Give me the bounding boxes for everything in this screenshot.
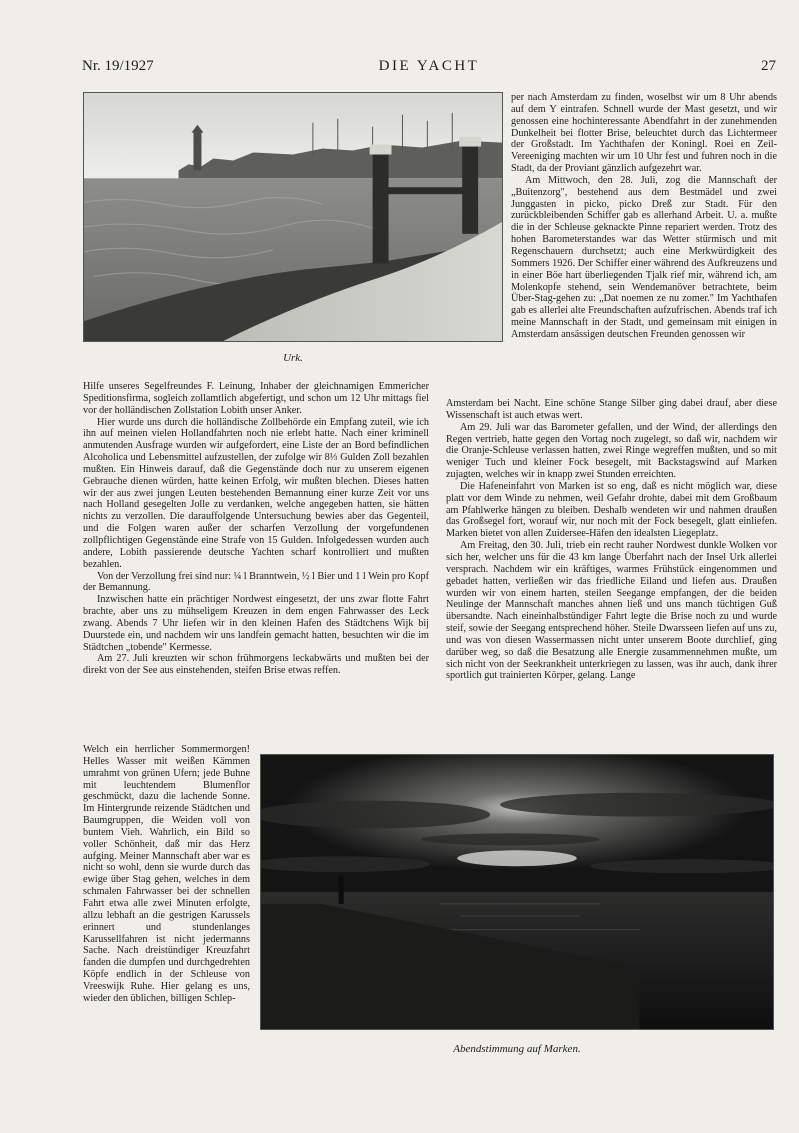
running-header — [82, 58, 776, 78]
paragraph: Am Mittwoch, den 28. Juli, zog die Mannschaft der „Buitenzorg", bestehend aus dem Bestmädel und zwei Junggasten in picko, picko Dreß zur Stadt. Für den zurückbleibenden Schiffer gab es allerhand Arbeit. U. a. mußte die in der Schleuse geknackte Pinne repariert werden. Trotz des hohen Barometerstandes war das Wetter stürmisch und mit Regenschauern durchsetzt; auch eine Merkwürdigkeit des Sommers 1926. Der Schiffer einer während des Aufkreuzens und in einer Böe hart überliegenden Tjalk rief mir, während ich, am Molenkopfe stehend, sein Wendemanöver betrachtete, beim Über-Stag-gehen zu: „Dat noemen ze nu zomer." Im Yachthafen gab es allerlei alte Freundschaften aufzufrischen. Abends traf ich meine Mannschaft in der Stadt, und gemeinsam mit einigen in Amsterdam ansässigen deutschen Freunden genossen wir — [511, 174, 777, 340]
issue-number: Nr. 19/1927 — [82, 58, 154, 74]
caption-urk: Urk. — [283, 352, 303, 364]
paragraph: Inzwischen hatte ein prächtiger Nordwest eingesetzt, der uns zwar flotte Fahrt brachte, aber uns zu mühseligem Kreuzen in dem engen Fahrwasser des Leck zwang. Abends 7 Uhr liefen wir in den kleinen Hafen des Städtchens Wijk bij Duurstede ein, und nachdem wir uns landfein gemacht hatten, besuchten wir die im Städtchen „tobende" Kermesse. — [83, 594, 429, 653]
text-column-left — [83, 381, 429, 743]
paragraph: per nach Amsterdam zu finden, woselbst wir um 8 Uhr abends auf dem Y eintrafen. Schnell wurde der Mast gesetzt, und wir genossen eine hochinteressante Abendfahrt in der zunehmenden Dunkelheit bei flotter Brise, beleuchtet durch das Lichtermeer der Großstadt. Im Yachthafen der Koningl. Roei en Zeil-Vereeniging machten wir um 10 Uhr fest und fuhren noch in die Stadt, da der Proviant gänzlich aufgezehrt war. — [511, 92, 777, 175]
photo-marken-image — [261, 755, 773, 1029]
text-column-right-top — [511, 92, 777, 399]
paragraph: Amsterdam bei Nacht. Eine schöne Stange Silber ging dabei drauf, aber diese Wissenschaft ist auch etwas wert. — [446, 398, 777, 421]
paragraph: Von der Verzollung frei sind nur: ¼ l Branntwein, ½ l Bier und 1 l Wein pro Kopf der Bemannung. — [83, 570, 429, 594]
caption-marken: Abendstimmung auf Marken. — [453, 1043, 581, 1055]
magazine-title: DIE YACHT — [378, 58, 480, 74]
text-column-right — [446, 398, 777, 744]
paragraph: Hier wurde uns durch die holländische Zollbehörde ein Empfang zuteil, wie ich ihn auf meinen vielen Hollandfahrten noch nie erlebt hatte. Nach einer kriminell anmutenden Ausfrage wurden wir aufgefordert, eine Liste der an Bord befindlichen Alcoholica und Lebensmittel aufzustellen, der zufolge wir 8⅓ Gulden Zoll bezahlen mußten. Ein Hinweis darauf, daß die Gegenstände doch nur zu unserem eigenen Gebrauche dienen würden, hatte keinen Erfolg, wir mußten blechen. Dieses hatten wir der aus zwei jungen Leuten bestehenden Bemannung einer kurze Zeit vor uns nach Holland gesegelten Jolle zu verdanken, welche angegeben hatten, sie hätten nichts zu verzollen. Die darauffolgende Untersuchung bewies aber das Gegenteil, und die Folgen waren außer der scharfen Verzollung der vorgefundenen zollpflichtigen Gegenstände eine Strafe von 15 Gulden. Infolgedessen wurden auch andere, Lobith passierende deutsche Yachten scharf kontrolliert und mußten bezahlen. — [83, 416, 429, 570]
paragraph: Am 27. Juli kreuzten wir schon frühmorgens leckabwärts und mußten bei der direkt von der See aus einstehenden, steifen Brise etwas reffen. — [83, 653, 429, 677]
photo-urk-image — [84, 93, 502, 341]
photo-urk — [83, 92, 503, 342]
paragraph: Welch ein herrlicher Sommermorgen! Helles Wasser mit weißen Kämmen umrahmt von grünen Ufern; jede Buhne mit leuchtendem Blumenflor geschmückt, dazu die lachende Sonne. Im Hintergrunde reizende Städtchen und Baumgruppen, die Weiden voll von buntem Vieh. Wahrlich, ein Bild so voller Schönheit, daß mir das Herz aufging. Meiner Mannschaft aber war es nicht so wohl, denn sie wurde durch das ewige über Stag gehen, welches in dem schmalen Fahrwasser bei der schnellen Fahrt etwa alle zwei Minuten erfolgte, allzu lebhaft an die gestrigen Karussels erinnert und stundenlanges Karussellfahren ist nicht jedermanns Sache. Nach dreistündiger Kreuzfahrt fanden die dumpfen und durchgedrehten Köpfe endlich in der Schleuse von Vreeswijk Ruhe. Hier gelang es uns, wieder den üblichen, billigen Schlep- — [83, 744, 250, 1004]
paragraph: Am Freitag, den 30. Juli, trieb ein recht rauher Nordwest dunkle Wolken vor sich her, welcher uns für die 43 km lange Überfahrt nach der Insel Urk allerlei versprach. Nachdem wir ein kräftiges, warmes Frühstück eingenommen und gebadet hatten, verließen wir das friedliche Eiland und liefen aus. Draußen wurden wir von einem harten, steilen Seegange empfangen, der die beiden Neulinge der Mannschaft manches ahnen ließ und uns manch tüchtigen Guß übersandte. Nach eineinhalbstündiger Fahrt legte die Brise noch zu und wurde steif, sowie der Seegang entsprechend höher. Steile Dwarsseen liefen auf uns zu, und was von diesen Wassermassen nicht unter unserem Boote durchlief, ging darüber weg, so daß die Besatzung alle Energie zusammennehmen mußte, um sich nicht von der Seekrankheit unterkriegen zu lassen, was ihr auch, dank ihrer sportlich gut trainierten Körper, gelang. Lange — [446, 540, 777, 682]
photo-marken — [260, 754, 774, 1030]
paragraph: Am 29. Juli war das Barometer gefallen, und der Wind, der allerdings den Regen vertrieb, hatte gegen den Vortag noch zugelegt, so daß wir, nachdem wir die Oranje-Schleuse verlassen hatten, zwei Ringe wegreffen mußten, und so mit weniger Tuch und kleiner Fock besegelt, mit Backstagswind auf Marken zujagten, welches wir in knapp zwei Stunden erreichten. — [446, 421, 777, 481]
paragraph: Hilfe unseres Segelfreundes F. Leinung, Inhaber der gleichnamigen Emmericher Speditionsfirma, sogleich zollamtlich abgefertigt, und schon um 12 Uhr mittags fiel vor der holländischen Zollstation Lobith unser Anker. — [83, 381, 429, 416]
paragraph: Die Hafeneinfahrt von Marken ist so eng, daß es nicht möglich war, diese platt vor dem Winde zu nehmen, weil Gefahr drohte, dabei mit dem Großbaum am Pfahlwerke hängen zu bleiben. Deshalb wendeten wir und nahmen draußen das Großsegel fort, worauf wir, nur noch mit der Fock besegelt, glatt einliefen. Marken bietet von allen Zuidersee-Häfen den idealsten Liegeplatz. — [446, 480, 777, 540]
page-number: 27 — [761, 58, 776, 74]
text-column-left-narrow — [83, 744, 250, 1060]
